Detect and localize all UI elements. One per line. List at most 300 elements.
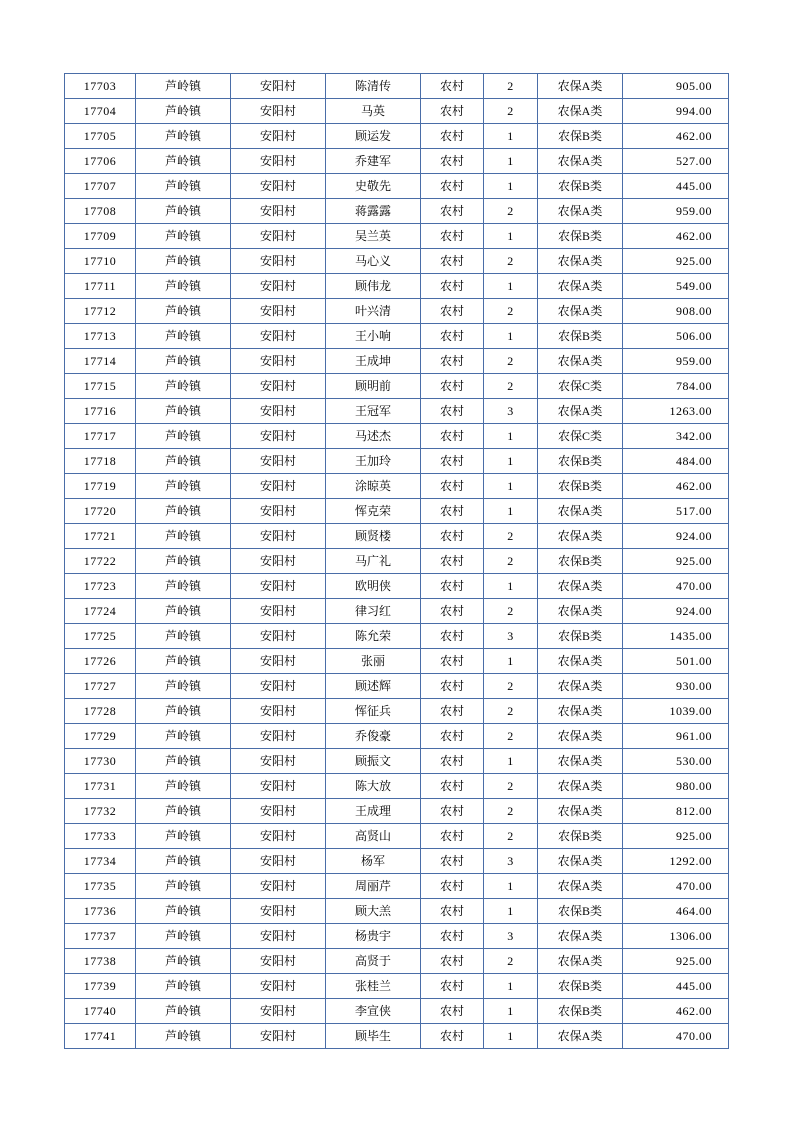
cell-amount: 961.00 bbox=[623, 724, 729, 749]
cell-id: 17707 bbox=[65, 174, 136, 199]
cell-amount: 470.00 bbox=[623, 1024, 729, 1049]
cell-id: 17726 bbox=[65, 649, 136, 674]
table-row bbox=[65, 1024, 729, 1049]
table-row bbox=[65, 349, 729, 374]
cell-id: 17712 bbox=[65, 299, 136, 324]
cell-name: 恽克荣 bbox=[326, 499, 421, 524]
cell-person_count: 2 bbox=[484, 599, 538, 624]
cell-name: 欧明侠 bbox=[326, 574, 421, 599]
cell-area_type: 农村 bbox=[421, 99, 484, 124]
cell-person_count: 1 bbox=[484, 124, 538, 149]
cell-insurance_category: 农保A类 bbox=[538, 149, 623, 174]
cell-name: 乔建军 bbox=[326, 149, 421, 174]
cell-village: 安阳村 bbox=[231, 699, 326, 724]
cell-town: 芦岭镇 bbox=[136, 574, 231, 599]
cell-id: 17734 bbox=[65, 849, 136, 874]
cell-village: 安阳村 bbox=[231, 774, 326, 799]
cell-town: 芦岭镇 bbox=[136, 874, 231, 899]
cell-amount: 462.00 bbox=[623, 474, 729, 499]
cell-person_count: 1 bbox=[484, 899, 538, 924]
cell-town: 芦岭镇 bbox=[136, 999, 231, 1024]
cell-name: 陈大放 bbox=[326, 774, 421, 799]
cell-insurance_category: 农保A类 bbox=[538, 574, 623, 599]
cell-amount: 342.00 bbox=[623, 424, 729, 449]
cell-area_type: 农村 bbox=[421, 724, 484, 749]
cell-id: 17737 bbox=[65, 924, 136, 949]
cell-village: 安阳村 bbox=[231, 349, 326, 374]
cell-id: 17716 bbox=[65, 399, 136, 424]
cell-name: 高贤山 bbox=[326, 824, 421, 849]
cell-id: 17714 bbox=[65, 349, 136, 374]
cell-area_type: 农村 bbox=[421, 949, 484, 974]
cell-id: 17717 bbox=[65, 424, 136, 449]
cell-town: 芦岭镇 bbox=[136, 399, 231, 424]
cell-village: 安阳村 bbox=[231, 949, 326, 974]
cell-area_type: 农村 bbox=[421, 599, 484, 624]
cell-id: 17715 bbox=[65, 374, 136, 399]
cell-person_count: 2 bbox=[484, 699, 538, 724]
cell-area_type: 农村 bbox=[421, 499, 484, 524]
cell-id: 17706 bbox=[65, 149, 136, 174]
cell-village: 安阳村 bbox=[231, 849, 326, 874]
cell-insurance_category: 农保A类 bbox=[538, 924, 623, 949]
cell-insurance_category: 农保A类 bbox=[538, 699, 623, 724]
cell-name: 马英 bbox=[326, 99, 421, 124]
cell-town: 芦岭镇 bbox=[136, 174, 231, 199]
table-row bbox=[65, 424, 729, 449]
cell-person_count: 1 bbox=[484, 1024, 538, 1049]
cell-id: 17733 bbox=[65, 824, 136, 849]
cell-id: 17703 bbox=[65, 74, 136, 99]
cell-id: 17730 bbox=[65, 749, 136, 774]
cell-insurance_category: 农保B类 bbox=[538, 324, 623, 349]
cell-amount: 925.00 bbox=[623, 249, 729, 274]
cell-amount: 530.00 bbox=[623, 749, 729, 774]
cell-name: 乔俊豪 bbox=[326, 724, 421, 749]
subsidy-table bbox=[64, 73, 729, 1049]
cell-amount: 470.00 bbox=[623, 574, 729, 599]
cell-person_count: 1 bbox=[484, 749, 538, 774]
cell-insurance_category: 农保A类 bbox=[538, 99, 623, 124]
table-row bbox=[65, 599, 729, 624]
cell-person_count: 2 bbox=[484, 349, 538, 374]
cell-town: 芦岭镇 bbox=[136, 549, 231, 574]
cell-person_count: 2 bbox=[484, 99, 538, 124]
cell-area_type: 农村 bbox=[421, 849, 484, 874]
table-row bbox=[65, 324, 729, 349]
cell-name: 李宣侠 bbox=[326, 999, 421, 1024]
cell-name: 王成坤 bbox=[326, 349, 421, 374]
table-row bbox=[65, 124, 729, 149]
cell-amount: 445.00 bbox=[623, 974, 729, 999]
cell-area_type: 农村 bbox=[421, 1024, 484, 1049]
cell-town: 芦岭镇 bbox=[136, 224, 231, 249]
cell-town: 芦岭镇 bbox=[136, 249, 231, 274]
cell-name: 张桂兰 bbox=[326, 974, 421, 999]
cell-name: 杨贵宇 bbox=[326, 924, 421, 949]
cell-person_count: 1 bbox=[484, 999, 538, 1024]
cell-village: 安阳村 bbox=[231, 649, 326, 674]
cell-village: 安阳村 bbox=[231, 199, 326, 224]
table-row bbox=[65, 674, 729, 699]
table-row bbox=[65, 999, 729, 1024]
cell-amount: 959.00 bbox=[623, 349, 729, 374]
cell-village: 安阳村 bbox=[231, 524, 326, 549]
cell-person_count: 3 bbox=[484, 624, 538, 649]
table-row bbox=[65, 399, 729, 424]
table-row bbox=[65, 174, 729, 199]
cell-town: 芦岭镇 bbox=[136, 74, 231, 99]
table-row bbox=[65, 849, 729, 874]
cell-village: 安阳村 bbox=[231, 749, 326, 774]
cell-amount: 908.00 bbox=[623, 299, 729, 324]
cell-person_count: 1 bbox=[484, 424, 538, 449]
cell-id: 17721 bbox=[65, 524, 136, 549]
cell-id: 17713 bbox=[65, 324, 136, 349]
cell-id: 17719 bbox=[65, 474, 136, 499]
cell-person_count: 2 bbox=[484, 774, 538, 799]
table-row bbox=[65, 374, 729, 399]
cell-amount: 470.00 bbox=[623, 874, 729, 899]
cell-insurance_category: 农保B类 bbox=[538, 974, 623, 999]
cell-amount: 925.00 bbox=[623, 824, 729, 849]
table-row bbox=[65, 449, 729, 474]
cell-name: 顾运发 bbox=[326, 124, 421, 149]
table-row bbox=[65, 249, 729, 274]
cell-village: 安阳村 bbox=[231, 499, 326, 524]
cell-area_type: 农村 bbox=[421, 674, 484, 699]
cell-insurance_category: 农保A类 bbox=[538, 749, 623, 774]
cell-village: 安阳村 bbox=[231, 824, 326, 849]
cell-town: 芦岭镇 bbox=[136, 599, 231, 624]
cell-name: 张丽 bbox=[326, 649, 421, 674]
cell-town: 芦岭镇 bbox=[136, 699, 231, 724]
cell-amount: 549.00 bbox=[623, 274, 729, 299]
table-row bbox=[65, 499, 729, 524]
cell-amount: 484.00 bbox=[623, 449, 729, 474]
cell-amount: 1039.00 bbox=[623, 699, 729, 724]
cell-id: 17729 bbox=[65, 724, 136, 749]
cell-person_count: 2 bbox=[484, 249, 538, 274]
cell-village: 安阳村 bbox=[231, 149, 326, 174]
cell-area_type: 农村 bbox=[421, 449, 484, 474]
table-row bbox=[65, 974, 729, 999]
cell-name: 马广礼 bbox=[326, 549, 421, 574]
cell-area_type: 农村 bbox=[421, 549, 484, 574]
cell-person_count: 1 bbox=[484, 174, 538, 199]
cell-insurance_category: 农保A类 bbox=[538, 249, 623, 274]
cell-town: 芦岭镇 bbox=[136, 374, 231, 399]
cell-town: 芦岭镇 bbox=[136, 124, 231, 149]
cell-village: 安阳村 bbox=[231, 224, 326, 249]
cell-town: 芦岭镇 bbox=[136, 949, 231, 974]
cell-village: 安阳村 bbox=[231, 124, 326, 149]
cell-person_count: 1 bbox=[484, 574, 538, 599]
table-row bbox=[65, 624, 729, 649]
cell-amount: 1306.00 bbox=[623, 924, 729, 949]
cell-id: 17738 bbox=[65, 949, 136, 974]
table-row bbox=[65, 649, 729, 674]
cell-insurance_category: 农保B类 bbox=[538, 124, 623, 149]
cell-insurance_category: 农保A类 bbox=[538, 874, 623, 899]
cell-name: 律习红 bbox=[326, 599, 421, 624]
cell-area_type: 农村 bbox=[421, 149, 484, 174]
cell-village: 安阳村 bbox=[231, 924, 326, 949]
cell-insurance_category: 农保A类 bbox=[538, 349, 623, 374]
cell-amount: 925.00 bbox=[623, 549, 729, 574]
cell-id: 17724 bbox=[65, 599, 136, 624]
cell-village: 安阳村 bbox=[231, 299, 326, 324]
cell-area_type: 农村 bbox=[421, 199, 484, 224]
cell-insurance_category: 农保A类 bbox=[538, 274, 623, 299]
cell-amount: 812.00 bbox=[623, 799, 729, 824]
cell-area_type: 农村 bbox=[421, 399, 484, 424]
cell-area_type: 农村 bbox=[421, 174, 484, 199]
cell-person_count: 2 bbox=[484, 799, 538, 824]
cell-person_count: 1 bbox=[484, 224, 538, 249]
cell-village: 安阳村 bbox=[231, 99, 326, 124]
table-row bbox=[65, 149, 729, 174]
cell-person_count: 2 bbox=[484, 549, 538, 574]
cell-town: 芦岭镇 bbox=[136, 849, 231, 874]
cell-area_type: 农村 bbox=[421, 474, 484, 499]
cell-id: 17739 bbox=[65, 974, 136, 999]
cell-amount: 462.00 bbox=[623, 124, 729, 149]
cell-person_count: 2 bbox=[484, 299, 538, 324]
cell-name: 顾毕生 bbox=[326, 1024, 421, 1049]
cell-village: 安阳村 bbox=[231, 1024, 326, 1049]
cell-insurance_category: 农保A类 bbox=[538, 849, 623, 874]
cell-person_count: 3 bbox=[484, 924, 538, 949]
cell-name: 叶兴清 bbox=[326, 299, 421, 324]
cell-town: 芦岭镇 bbox=[136, 974, 231, 999]
cell-insurance_category: 农保A类 bbox=[538, 674, 623, 699]
cell-insurance_category: 农保A类 bbox=[538, 399, 623, 424]
cell-town: 芦岭镇 bbox=[136, 149, 231, 174]
table-row bbox=[65, 74, 729, 99]
cell-village: 安阳村 bbox=[231, 799, 326, 824]
cell-name: 顾贤楼 bbox=[326, 524, 421, 549]
table-row bbox=[65, 749, 729, 774]
cell-name: 王小响 bbox=[326, 324, 421, 349]
cell-town: 芦岭镇 bbox=[136, 1024, 231, 1049]
cell-person_count: 2 bbox=[484, 74, 538, 99]
table-body bbox=[65, 74, 729, 1049]
cell-town: 芦岭镇 bbox=[136, 824, 231, 849]
cell-amount: 994.00 bbox=[623, 99, 729, 124]
cell-area_type: 农村 bbox=[421, 74, 484, 99]
table-row bbox=[65, 524, 729, 549]
cell-area_type: 农村 bbox=[421, 249, 484, 274]
cell-name: 恽征兵 bbox=[326, 699, 421, 724]
cell-person_count: 2 bbox=[484, 199, 538, 224]
cell-name: 陈允荣 bbox=[326, 624, 421, 649]
cell-town: 芦岭镇 bbox=[136, 449, 231, 474]
cell-area_type: 农村 bbox=[421, 799, 484, 824]
cell-name: 高贤于 bbox=[326, 949, 421, 974]
cell-name: 马心义 bbox=[326, 249, 421, 274]
table-row bbox=[65, 949, 729, 974]
cell-town: 芦岭镇 bbox=[136, 524, 231, 549]
cell-village: 安阳村 bbox=[231, 724, 326, 749]
cell-area_type: 农村 bbox=[421, 699, 484, 724]
cell-insurance_category: 农保A类 bbox=[538, 724, 623, 749]
cell-village: 安阳村 bbox=[231, 449, 326, 474]
cell-town: 芦岭镇 bbox=[136, 99, 231, 124]
cell-amount: 925.00 bbox=[623, 949, 729, 974]
cell-id: 17736 bbox=[65, 899, 136, 924]
cell-area_type: 农村 bbox=[421, 224, 484, 249]
cell-area_type: 农村 bbox=[421, 624, 484, 649]
cell-village: 安阳村 bbox=[231, 399, 326, 424]
table-row bbox=[65, 924, 729, 949]
cell-amount: 464.00 bbox=[623, 899, 729, 924]
cell-name: 王加玲 bbox=[326, 449, 421, 474]
cell-area_type: 农村 bbox=[421, 424, 484, 449]
cell-amount: 980.00 bbox=[623, 774, 729, 799]
cell-name: 马述杰 bbox=[326, 424, 421, 449]
cell-amount: 445.00 bbox=[623, 174, 729, 199]
cell-amount: 1263.00 bbox=[623, 399, 729, 424]
cell-town: 芦岭镇 bbox=[136, 649, 231, 674]
cell-person_count: 3 bbox=[484, 849, 538, 874]
cell-insurance_category: 农保A类 bbox=[538, 649, 623, 674]
cell-person_count: 2 bbox=[484, 824, 538, 849]
table-row bbox=[65, 774, 729, 799]
cell-area_type: 农村 bbox=[421, 824, 484, 849]
table-row bbox=[65, 574, 729, 599]
cell-person_count: 2 bbox=[484, 374, 538, 399]
cell-name: 史敬先 bbox=[326, 174, 421, 199]
cell-name: 顾明前 bbox=[326, 374, 421, 399]
cell-person_count: 1 bbox=[484, 499, 538, 524]
cell-person_count: 2 bbox=[484, 524, 538, 549]
cell-town: 芦岭镇 bbox=[136, 324, 231, 349]
cell-insurance_category: 农保C类 bbox=[538, 424, 623, 449]
cell-insurance_category: 农保A类 bbox=[538, 524, 623, 549]
cell-town: 芦岭镇 bbox=[136, 499, 231, 524]
cell-amount: 930.00 bbox=[623, 674, 729, 699]
cell-amount: 517.00 bbox=[623, 499, 729, 524]
cell-village: 安阳村 bbox=[231, 974, 326, 999]
cell-area_type: 农村 bbox=[421, 349, 484, 374]
cell-name: 周丽芹 bbox=[326, 874, 421, 899]
cell-insurance_category: 农保B类 bbox=[538, 549, 623, 574]
cell-town: 芦岭镇 bbox=[136, 624, 231, 649]
cell-insurance_category: 农保B类 bbox=[538, 224, 623, 249]
cell-insurance_category: 农保A类 bbox=[538, 499, 623, 524]
cell-village: 安阳村 bbox=[231, 574, 326, 599]
cell-id: 17728 bbox=[65, 699, 136, 724]
cell-id: 17704 bbox=[65, 99, 136, 124]
cell-name: 杨军 bbox=[326, 849, 421, 874]
cell-area_type: 农村 bbox=[421, 374, 484, 399]
cell-person_count: 1 bbox=[484, 474, 538, 499]
cell-id: 17705 bbox=[65, 124, 136, 149]
cell-id: 17720 bbox=[65, 499, 136, 524]
cell-area_type: 农村 bbox=[421, 974, 484, 999]
cell-id: 17723 bbox=[65, 574, 136, 599]
cell-town: 芦岭镇 bbox=[136, 674, 231, 699]
table-row bbox=[65, 99, 729, 124]
cell-insurance_category: 农保B类 bbox=[538, 474, 623, 499]
cell-area_type: 农村 bbox=[421, 749, 484, 774]
cell-town: 芦岭镇 bbox=[136, 799, 231, 824]
cell-name: 顾大羔 bbox=[326, 899, 421, 924]
table-row bbox=[65, 299, 729, 324]
cell-town: 芦岭镇 bbox=[136, 274, 231, 299]
cell-insurance_category: 农保B类 bbox=[538, 999, 623, 1024]
cell-area_type: 农村 bbox=[421, 874, 484, 899]
cell-amount: 462.00 bbox=[623, 224, 729, 249]
table-row bbox=[65, 874, 729, 899]
cell-person_count: 1 bbox=[484, 324, 538, 349]
cell-area_type: 农村 bbox=[421, 574, 484, 599]
cell-id: 17718 bbox=[65, 449, 136, 474]
table-row bbox=[65, 549, 729, 574]
cell-insurance_category: 农保B类 bbox=[538, 899, 623, 924]
cell-id: 17722 bbox=[65, 549, 136, 574]
cell-person_count: 2 bbox=[484, 949, 538, 974]
cell-amount: 924.00 bbox=[623, 524, 729, 549]
cell-area_type: 农村 bbox=[421, 774, 484, 799]
cell-town: 芦岭镇 bbox=[136, 199, 231, 224]
cell-village: 安阳村 bbox=[231, 899, 326, 924]
cell-amount: 462.00 bbox=[623, 999, 729, 1024]
cell-village: 安阳村 bbox=[231, 74, 326, 99]
cell-town: 芦岭镇 bbox=[136, 424, 231, 449]
cell-id: 17735 bbox=[65, 874, 136, 899]
cell-id: 17727 bbox=[65, 674, 136, 699]
table-row bbox=[65, 224, 729, 249]
cell-area_type: 农村 bbox=[421, 649, 484, 674]
cell-insurance_category: 农保B类 bbox=[538, 624, 623, 649]
cell-name: 顾述辉 bbox=[326, 674, 421, 699]
cell-insurance_category: 农保C类 bbox=[538, 374, 623, 399]
cell-insurance_category: 农保A类 bbox=[538, 299, 623, 324]
cell-id: 17710 bbox=[65, 249, 136, 274]
cell-id: 17725 bbox=[65, 624, 136, 649]
cell-id: 17709 bbox=[65, 224, 136, 249]
cell-person_count: 1 bbox=[484, 974, 538, 999]
cell-name: 王成理 bbox=[326, 799, 421, 824]
cell-id: 17711 bbox=[65, 274, 136, 299]
cell-insurance_category: 农保A类 bbox=[538, 1024, 623, 1049]
cell-area_type: 农村 bbox=[421, 524, 484, 549]
cell-insurance_category: 农保A类 bbox=[538, 599, 623, 624]
cell-amount: 924.00 bbox=[623, 599, 729, 624]
cell-person_count: 1 bbox=[484, 149, 538, 174]
cell-person_count: 1 bbox=[484, 449, 538, 474]
cell-person_count: 3 bbox=[484, 399, 538, 424]
cell-amount: 527.00 bbox=[623, 149, 729, 174]
cell-town: 芦岭镇 bbox=[136, 724, 231, 749]
cell-town: 芦岭镇 bbox=[136, 774, 231, 799]
cell-name: 陈清传 bbox=[326, 74, 421, 99]
cell-village: 安阳村 bbox=[231, 599, 326, 624]
cell-area_type: 农村 bbox=[421, 999, 484, 1024]
cell-amount: 506.00 bbox=[623, 324, 729, 349]
cell-name: 吴兰英 bbox=[326, 224, 421, 249]
cell-amount: 1292.00 bbox=[623, 849, 729, 874]
cell-id: 17732 bbox=[65, 799, 136, 824]
cell-area_type: 农村 bbox=[421, 274, 484, 299]
cell-amount: 1435.00 bbox=[623, 624, 729, 649]
cell-insurance_category: 农保B类 bbox=[538, 174, 623, 199]
cell-village: 安阳村 bbox=[231, 374, 326, 399]
cell-village: 安阳村 bbox=[231, 674, 326, 699]
cell-area_type: 农村 bbox=[421, 124, 484, 149]
